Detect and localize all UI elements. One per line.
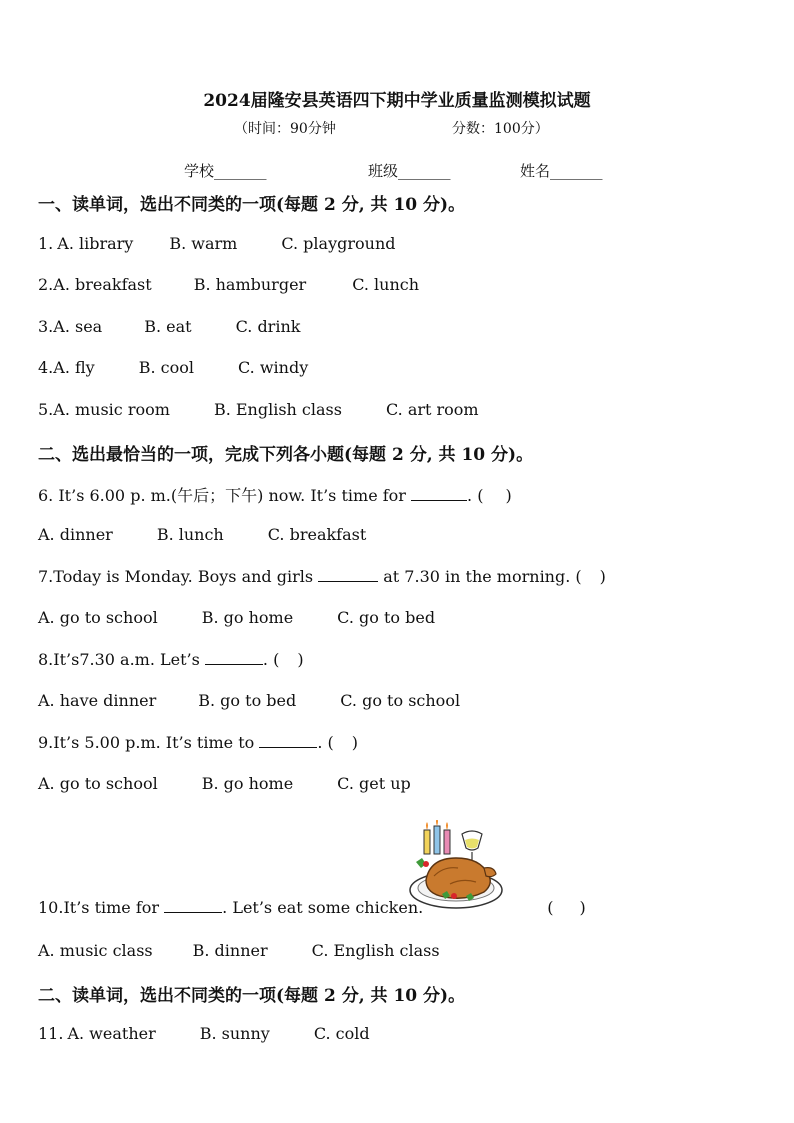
page-title: 2024届隆安县英语四下期中学业质量监测模拟试题 (203, 91, 591, 111)
question-6-options (38, 525, 366, 544)
question-7-options (38, 608, 435, 627)
section-heading-1: 一、读单词，选出不同类的一项(每题 2 分, 共 10 分)。 (38, 195, 466, 215)
answer-blank (205, 664, 263, 665)
answer-paren-close: ) (297, 650, 304, 669)
question-10 (38, 898, 586, 917)
question-number: 3. (38, 317, 54, 336)
option-a: A. library (57, 234, 134, 253)
option-a: A. go to school (38, 774, 158, 793)
exam-time: （时间：90分钟 (234, 121, 336, 137)
question-stem: 8.It’s7.30 a.m. Let’s (38, 650, 205, 669)
question-3 (38, 317, 300, 336)
option-b: B. lunch (156, 525, 224, 544)
option-c: C. get up (337, 774, 411, 793)
option-a: A. go to school (38, 608, 158, 627)
question-number: 1. (38, 234, 54, 253)
option-c: C. playground (281, 234, 396, 253)
option-b: B. English class (213, 400, 342, 419)
section-heading-3: 二、读单词，选出不同类的一项(每题 2 分, 共 10 分)。 (38, 986, 466, 1006)
option-c: C. windy (237, 358, 309, 377)
option-b: B. warm (169, 234, 238, 253)
question-stem-end: . ( (467, 486, 484, 505)
answer-paren-close: ) (505, 486, 512, 505)
question-stem: 6. It’s 6.00 p. m.(午后；下午) now. It’s time for (38, 486, 412, 505)
option-c: C. cold (313, 1024, 370, 1043)
option-b: B. cool (138, 358, 194, 377)
option-a: A. breakfast (53, 275, 152, 294)
option-b: B. go to bed (198, 691, 297, 710)
exam-score: 分数：100分） (452, 121, 549, 137)
question-4 (38, 358, 308, 377)
question-stem: 9.It’s 5.00 p.m. It’s time to (38, 733, 260, 752)
option-a: A. weather (67, 1024, 156, 1043)
option-b: B. sunny (199, 1024, 270, 1043)
question-7 (38, 567, 606, 586)
answer-blank (318, 581, 378, 582)
question-9 (38, 733, 358, 752)
answer-blank (164, 912, 222, 913)
option-b: B. go home (201, 774, 294, 793)
option-a: A. sea (53, 317, 103, 336)
question-1 (38, 234, 395, 253)
answer-blank (259, 747, 317, 748)
question-stem-end: . Let’s eat some chicken. (222, 898, 424, 917)
question-number: 5. (38, 400, 54, 419)
option-a: A. have dinner (38, 691, 157, 710)
question-stem: 7.Today is Monday. Boys and girls (38, 567, 319, 586)
question-11 (38, 1024, 370, 1043)
class-field: 班级_______ (368, 162, 451, 180)
option-a: A. music class (38, 941, 153, 960)
question-stem: 10.It’s time for (38, 898, 165, 917)
question-5 (38, 400, 479, 419)
question-9-options (38, 774, 411, 793)
question-8 (38, 650, 304, 669)
answer-paren-close: ) (351, 733, 359, 752)
question-number: 4. (38, 358, 54, 377)
question-8-options (38, 691, 460, 710)
question-number: 2. (38, 275, 54, 294)
answer-paren-open: ( (547, 898, 554, 917)
option-c: C. English class (311, 941, 440, 960)
option-a: A. fly (53, 358, 95, 377)
option-c: C. breakfast (267, 525, 367, 544)
answer-blank (411, 500, 467, 501)
section-heading-2: 二、选出最恰当的一项，完成下列各小题(每题 2 分, 共 10 分)。 (38, 445, 534, 465)
option-c: C. go to bed (337, 608, 436, 627)
option-c: C. drink (235, 317, 301, 336)
name-field: 姓名_______ (520, 162, 603, 180)
question-2 (38, 275, 419, 294)
question-stem-end: . ( (317, 733, 334, 752)
answer-paren-close: ) (579, 898, 586, 917)
option-b: B. eat (144, 317, 192, 336)
question-stem-end: at 7.30 in the morning. ( (378, 567, 582, 586)
question-number: 11. (38, 1024, 64, 1043)
option-c: C. lunch (352, 275, 420, 294)
question-10-options (38, 941, 440, 960)
school-field: 学校_______ (184, 162, 267, 180)
option-b: B. dinner (192, 941, 268, 960)
option-a: A. music room (53, 400, 170, 419)
option-c: C. art room (385, 400, 479, 419)
option-c: C. go to school (340, 691, 461, 710)
option-a: A. dinner (38, 525, 113, 544)
question-6 (38, 483, 512, 506)
question-stem-end: . ( (262, 650, 280, 669)
option-b: B. go home (201, 608, 294, 627)
answer-paren-close: ) (599, 567, 606, 586)
option-b: B. hamburger (193, 275, 307, 294)
